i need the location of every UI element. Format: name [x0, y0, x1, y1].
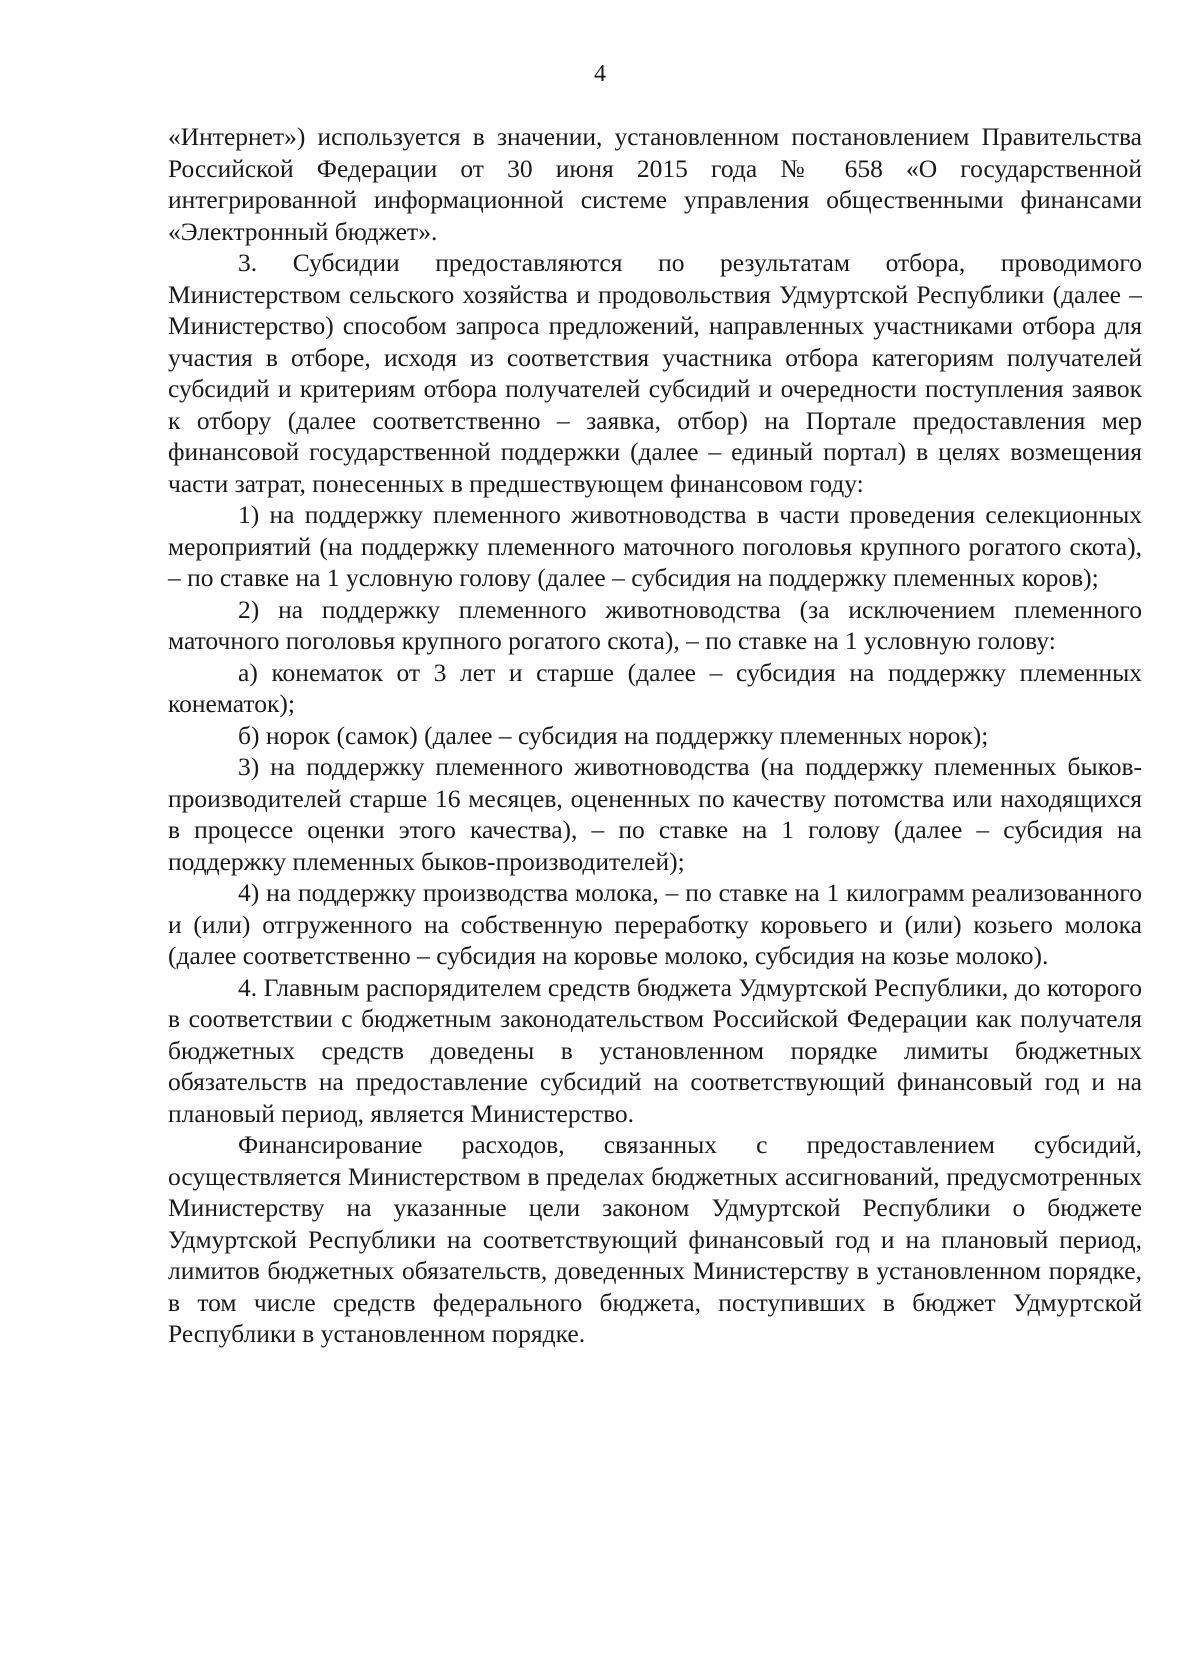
paragraph-financing: Финансирование расходов, связанных с предоставлением субсидий, осуществляется Министерством в пределах бюджетных ассигнований, предусмотренных Министерству на указанные цели законом Удмуртской Республики о бюджете Удмуртской Республики на соответствующий финансовый год и на плановый период, лимитов бюджетных обязательств, доведенных Министерству в установленном порядке, в том числе средств федерального бюджета, поступивших в бюджет Удмуртской Республики в установленном порядке.: [168, 1130, 1142, 1348]
paragraph-item-4: 4) на поддержку производства молока, – по ставке на 1 килограмм реализованного и (или) отгруженного на собственную переработку коровьего и (или) козьего молока (далее соответственно – субсидия на коровье молоко, субсидия на козье молоко).: [168, 878, 1142, 970]
page-number: 4: [594, 61, 606, 87]
paragraph-item-2b: б) норок (самок) (далее – субсидия на поддержку племенных норок);: [238, 720, 989, 750]
paragraph-internet-definition: «Интернет») используется в значении, установленном постановлением Правительства Российской Федерации от 30 июня 2015 года № 658 «О государственной интегрированной информационной системе управления общественными финансами «Электронный бюджет».: [168, 122, 1142, 246]
paragraph-item-2a: а) конематок от 3 лет и старше (далее – субсидия на поддержку племенных конематок);: [168, 657, 1142, 718]
paragraph-item-1: 1) на поддержку племенного животноводства в части проведения селекционных мероприятий (на поддержку племенного маточного поголовья крупного рогатого скота), – по ставке на 1 условную голову (далее – субсидия на поддержку племенных коров);: [168, 500, 1142, 592]
paragraph-clause-4: 4. Главным распорядителем средств бюджета Удмуртской Республики, до которого в соответствии с бюджетным законодательством Российской Федерации как получателя бюджетных средств доведены в установленном порядке лимиты бюджетных обязательств на предоставление субсидий на соответствующий финансовый год и на плановый период, является Министерство.: [168, 972, 1142, 1128]
document-body: [168, 121, 1142, 1350]
paragraph-item-3: 3) на поддержку племенного животноводства (на поддержку племенных быков-производителей старше 16 месяцев, оцененных по качеству потомства или находящихся в процессе оценки этого качества), – по ставке на 1 голову (далее – субсидия на поддержку племенных быков-производителей);: [168, 752, 1142, 876]
paragraph-clause-3: 3. Субсидии предоставляются по результатам отбора, проводимого Министерством сельского хозяйства и продовольствия Удмуртской Республики (далее – Министерство) способом запроса предложений, направленных участниками отбора для участия в отборе, исходя из соответствия участника отбора категориям получателей субсидий и критериям отбора получателей субсидий и очередности поступления заявок к отбору (далее соответственно – заявка, отбор) на Портале предоставления мер финансовой государственной поддержки (далее – единый портал) в целях возмещения части затрат, понесенных в предшествующем финансовом году:: [168, 248, 1142, 498]
paragraph-item-2: 2) на поддержку племенного животноводства (за исключением племенного маточного поголовья крупного рогатого скота), – по ставке на 1 условную голову:: [168, 594, 1142, 655]
